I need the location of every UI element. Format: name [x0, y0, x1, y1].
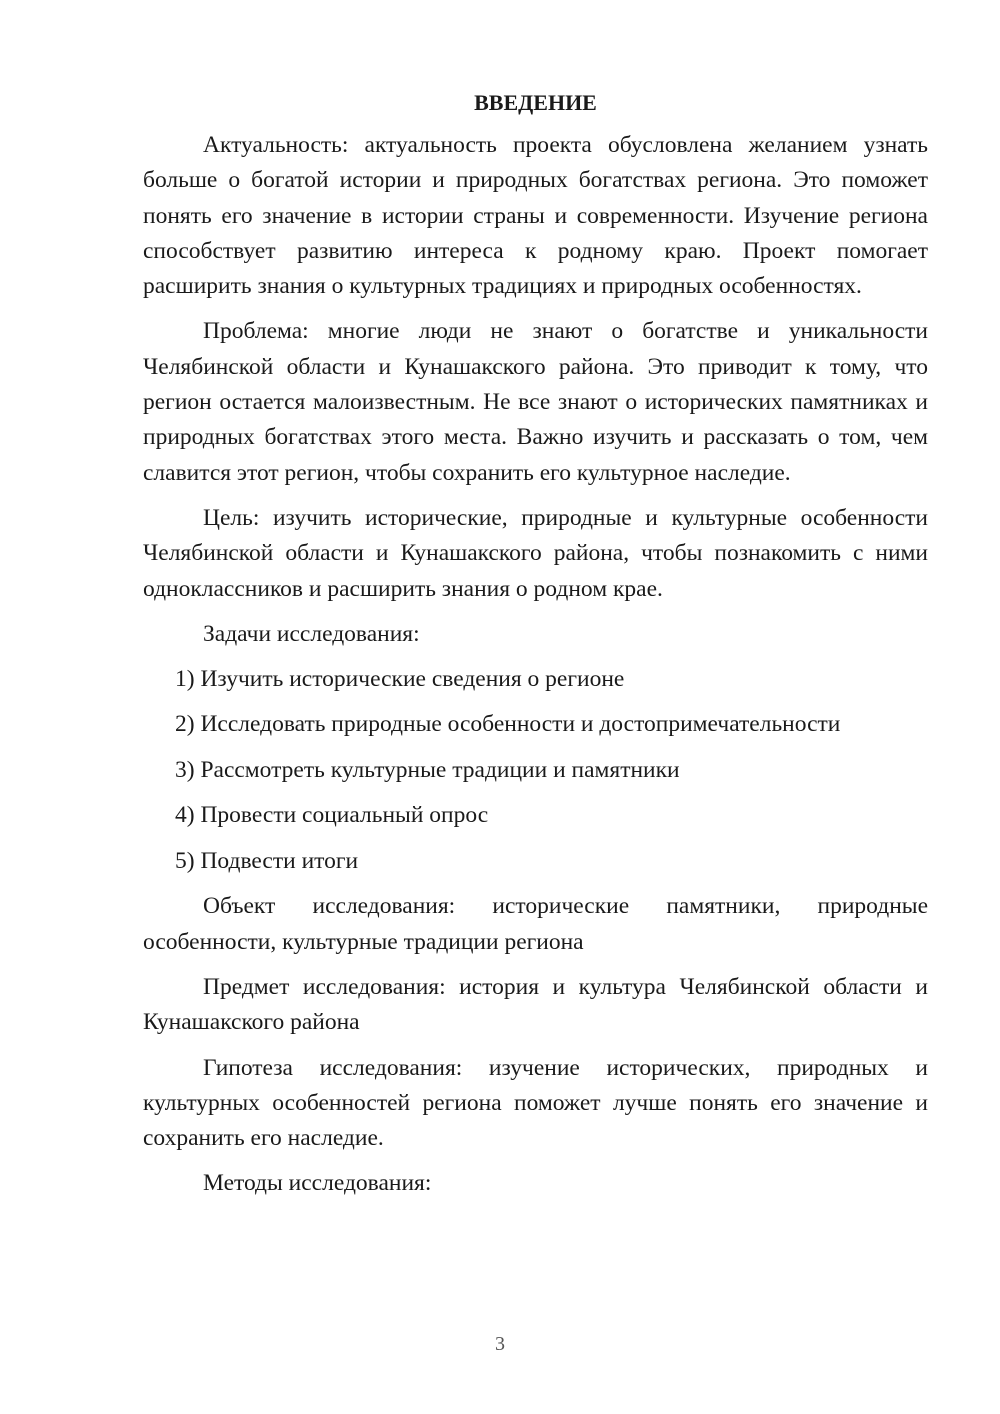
- document-page: [143, 88, 928, 1211]
- page-number: 3: [495, 1333, 505, 1355]
- methods-heading: Методы исследования:: [203, 1170, 432, 1197]
- subject-paragraph: Предмет исследования: история и культура Челябинской области и Кунашакского района: [143, 973, 928, 1036]
- hypothesis-paragraph: Гипотеза исследования: изучение исторических, природных и культурных особенностей региона поможет лучше понять его значение и сохранить его наследие.: [143, 1054, 928, 1152]
- tasks-list: [143, 662, 928, 879]
- task-item-2: 2) Исследовать природные особенности и достопримечательности: [175, 711, 841, 738]
- object-paragraph: Объект исследования: исторические памятники, природные особенности, культурные традиции региона: [143, 893, 928, 955]
- task-item-5: 5) Подвести итоги: [175, 847, 359, 874]
- relevance-paragraph: Актуальность: актуальность проекта обусловлена желанием узнать больше о богатой истории и природных богатствах региона. Это поможет понять его значение в истории страны и современности. Изучение региона способствует развитию интереса к родному краю. Проект помогает расширить знания о культурных традициях и природных особенностях.: [143, 132, 928, 300]
- goal-paragraph: Цель: изучить исторические, природные и культурные особенности Челябинской области и Кунашакского района, чтобы познакомить с ними одноклассников и расширить знания о родном крае.: [143, 504, 928, 602]
- section-title: ВВЕДЕНИЕ: [474, 90, 597, 115]
- task-item-3: 3) Рассмотреть культурные традиции и памятники: [175, 756, 680, 783]
- task-item-4: 4) Провести социальный опрос: [175, 802, 489, 829]
- tasks-heading: Задачи исследования:: [203, 620, 420, 647]
- task-item-1: 1) Изучить исторические сведения о регионе: [175, 665, 625, 692]
- problem-paragraph: Проблема: многие люди не знают о богатстве и уникальности Челябинской области и Кунашакского района. Это приводит к тому, что регион остается малоизвестным. Не все знают о исторических памятниках и природных богатствах этого места. Важно изучить и рассказать о том, чем славится этот регион, чтобы сохранить его культурное наследие.: [143, 318, 928, 486]
